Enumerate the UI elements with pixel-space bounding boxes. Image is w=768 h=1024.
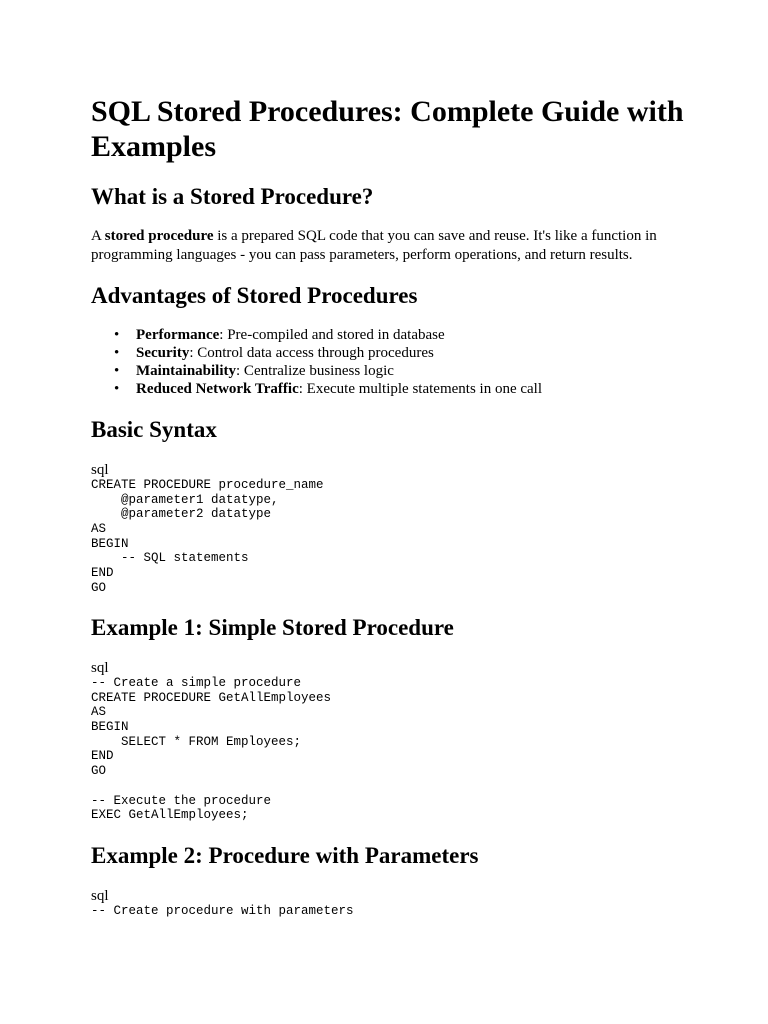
advantage-term: Maintainability [136, 363, 237, 379]
advantages-list [91, 326, 542, 398]
heading-advantages: Advantages of Stored Procedures [91, 283, 418, 308]
code-line: END [91, 566, 114, 581]
code-line: AS [91, 522, 107, 537]
advantage-term: Performance [136, 327, 220, 343]
advantage-desc: : Centralize business logic [236, 363, 394, 379]
code-line: @parameter2 datatype [91, 507, 272, 522]
heading-example-2: Example 2: Procedure with Parameters [91, 843, 479, 868]
definition-term: stored procedure [104, 228, 214, 244]
heading-what-is: What is a Stored Procedure? [91, 184, 374, 209]
code-line: BEGIN [91, 720, 129, 735]
list-item [91, 380, 542, 398]
code-language-label: sql [91, 462, 109, 478]
code-language-label: sql [91, 888, 109, 904]
advantage-desc: : Execute multiple statements in one call [298, 381, 543, 397]
bullet: • [114, 345, 120, 361]
code-language-label: sql [91, 660, 109, 676]
code-line: END [91, 749, 114, 764]
code-line: -- SQL statements [91, 551, 249, 566]
bullet: • [114, 327, 120, 343]
code-line: AS [91, 705, 107, 720]
code-line: CREATE PROCEDURE GetAllEmployees [91, 690, 332, 705]
code-line: GO [91, 580, 107, 595]
advantage-desc: : Pre-compiled and stored in database [219, 327, 445, 343]
list-item [91, 344, 542, 362]
code-block-example-1 [91, 660, 331, 823]
heading-example-1: Example 1: Simple Stored Procedure [91, 615, 454, 640]
list-item [91, 326, 542, 344]
paragraph-definition [91, 227, 691, 265]
bullet: • [114, 381, 120, 397]
code-block-example-2 [91, 888, 354, 919]
list-item [91, 362, 542, 380]
code-line: BEGIN [91, 536, 129, 551]
code-line [91, 779, 331, 794]
heading-basic-syntax: Basic Syntax [91, 417, 217, 442]
page-title: SQL Stored Procedures: Complete Guide with Examples [91, 95, 684, 163]
code-line: CREATE PROCEDURE procedure_name [91, 478, 324, 492]
code-line: GO [91, 764, 107, 779]
bullet: • [114, 363, 120, 379]
advantage-desc: : Control data access through procedures [189, 345, 434, 361]
advantage-term: Reduced Network Traffic [136, 381, 299, 397]
code-line: EXEC GetAllEmployees; [91, 808, 249, 823]
advantage-term: Security [136, 345, 190, 361]
code-line: @parameter1 datatype, [91, 492, 279, 507]
definition-text: is a prepared SQL code that you can save and reuse. It's like a function in programming languages - you can pass parameters, perform operations, and return results. [91, 228, 657, 263]
definition-prefix: A [91, 228, 105, 244]
code-line: -- Execute the procedure [91, 793, 272, 808]
code-line: -- Create procedure with parameters [91, 904, 354, 918]
code-line: -- Create a simple procedure [91, 676, 302, 690]
code-line: SELECT * FROM Employees; [91, 734, 302, 749]
code-block-syntax [91, 462, 324, 596]
